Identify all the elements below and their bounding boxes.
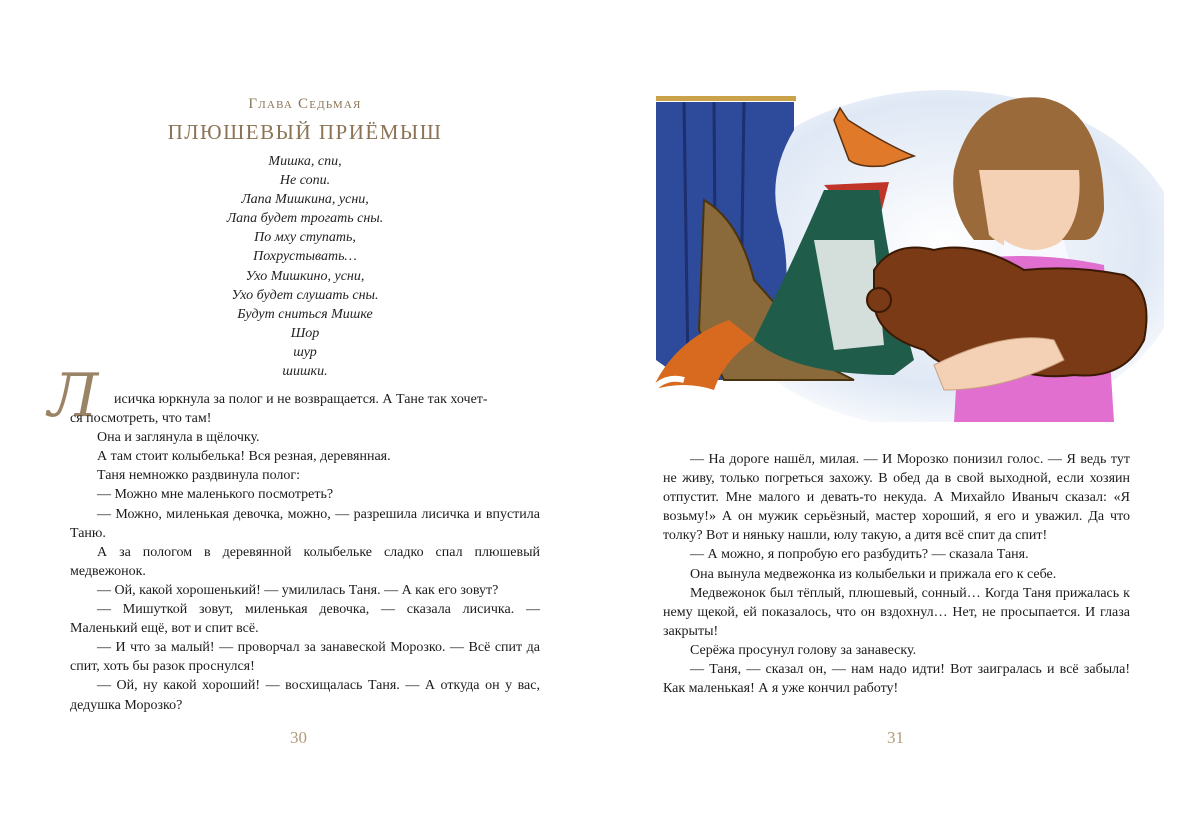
paragraph: — На дороге нашёл, милая. — И Морозко понизил голос. — Я ведь тут не живу, только погреться захожу. В обед да в свой выходной, если хозяин отпустит. Мне малого и девать-то некуда. А Михайло Иваныч сказал: «Я возьму!» А он мужик серьёзный, мастер хороший, я его и уважил. Да что толку? Вот и няньку нашли, юлу такую, а дитя всё спит да спит! [663,452,1130,544]
poem-line: шур [293,344,317,360]
right-body-text [663,450,1130,698]
drop-cap: Л [48,361,99,431]
page-number-left: 30 [290,728,307,747]
paragraph: — И что за малый! — проворчал за занавеской Морозко. — Всё спит да спит, хоть бы разок проснулся! [70,640,540,675]
paragraph: — Таня, — сказал он, — нам надо идти! Вот заигралась и всё забыла! Как маленькая! А я уже кончил работу! [663,662,1130,697]
poem-line: Лапа будет трогать сны. [226,211,384,227]
poem-line: Ухо будет слушать сны. [231,287,379,303]
paragraph: Серёжа просунул голову за занавеску. [690,642,917,658]
poem-line: Похрустывать… [253,249,357,265]
paragraph: А там стоит колыбелька! Вся резная, деревянная. [97,449,391,465]
poem-line: Лапа Мишкина, усни, [241,192,369,208]
paragraph: Она вынула медвежонка из колыбельки и прижала его к себе. [690,566,1057,582]
paragraph: — Ой, какой хорошенький! — умилилась Таня. — А как его зовут? [97,582,499,598]
paragraph: исичка юркнула за полог и не возвращается. А Тане так хочет- [114,392,488,407]
paragraph: Медвежонок был тёплый, плюшевый, сонный… Когда Таня прижалась к нему щекой, ей показалось, что он вздохнул… Нет, не просыпается. И глаза закрыты! [663,585,1130,639]
page-number-right: 31 [887,728,904,747]
poem-line: Мишка, спи, [268,154,342,169]
left-body-text [70,390,540,715]
paragraph: — Можно мне маленького посмотреть? [97,487,334,503]
chapter-label: Глава Седьмая [248,96,362,112]
paragraph: Она и заглянула в щёлочку. [97,430,260,446]
poem-line: Будут сниться Мишке [237,306,373,322]
poem-line: Ухо Мишкино, усни, [245,268,365,284]
poem-line: Шор [290,325,320,341]
paragraph: — А можно, я попробую его разбудить? — сказала Таня. [690,547,1029,563]
paragraph: — Мишуткой зовут, миленькая девочка, — сказала лисичка. — Маленький ещё, вот и спит всё. [70,602,540,637]
chapter-title: ПЛЮШЕВЫЙ ПРИЁМЫШ [167,120,443,144]
poem-line: шишки. [282,364,328,380]
paragraph: А за пологом в деревянной колыбельке сладко спал плюшевый медвежонок. [70,544,540,579]
poem-line: По мху ступать, [254,230,356,246]
paragraph: — Ой, ну какой хороший! — восхищалась Таня. — А откуда он у вас, дедушка Морозко? [70,678,540,713]
right-page [600,0,1200,822]
paragraph: Таня немножко раздвинула полог: [97,468,301,484]
poem-line: Не сопи. [279,173,331,189]
paragraph: — Можно, миленькая девочка, можно, — разрешила лисичка и впустила Таню. [70,506,540,541]
paragraph: ся посмотреть, что там! [70,411,212,427]
poem [0,152,610,381]
